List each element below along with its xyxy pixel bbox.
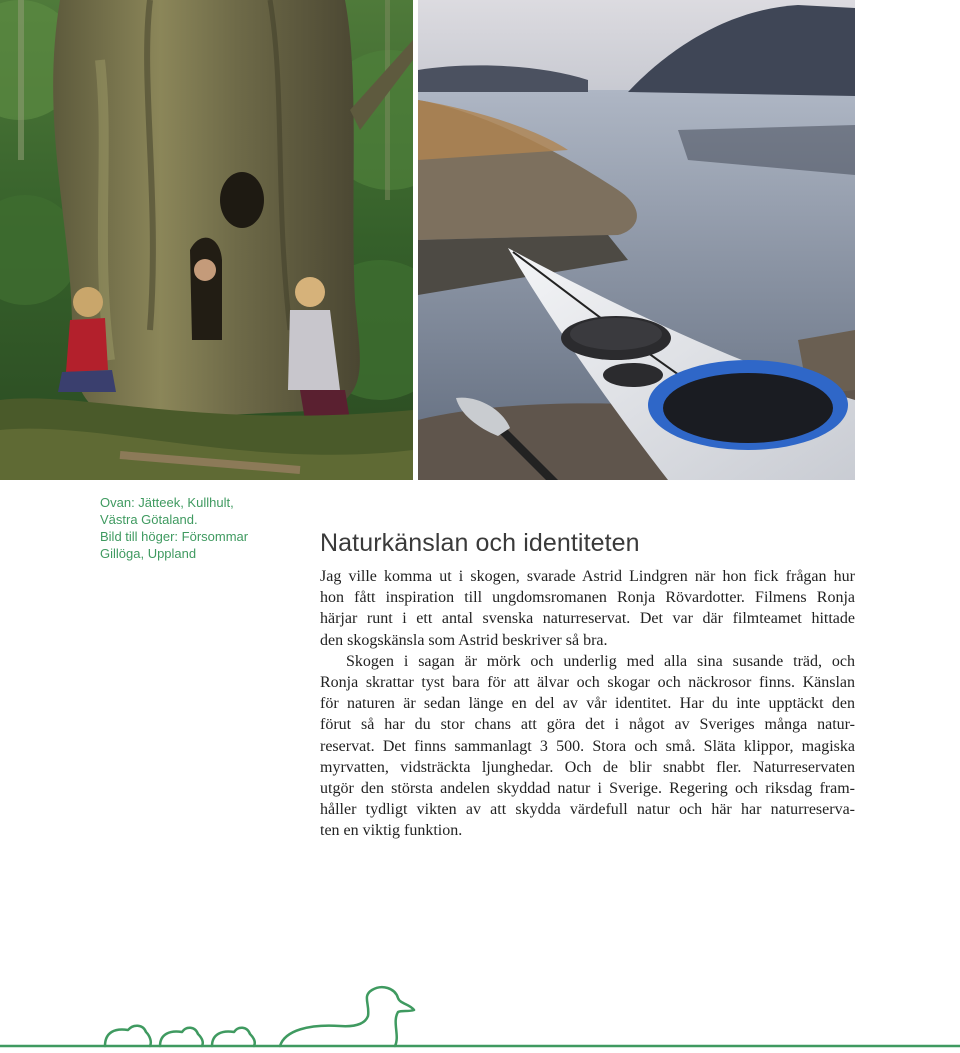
body-line: härjar runt i ett antal svenska naturreservat. Det var där filmteamet hittade (320, 610, 855, 628)
kayak-archipelago-image (418, 0, 855, 480)
duck-family-footer-icon (0, 980, 960, 1053)
body-line: myrvatten, vidsträckta ljunghedar. Och de blir snabbt fler. Naturreservaten (320, 758, 855, 776)
body-line: Ronja skrattar tyst bara för att älvar och skogar och näckrosor finns. Känslan (320, 674, 855, 692)
body-line: förut så har du stor chans att göra det i något av Sveriges många natur- (320, 716, 855, 734)
caption-line: Ovan: Jätteek, Kullhult, (100, 495, 234, 510)
caption-line: Bild till höger: Försommar (100, 529, 249, 544)
body-line: håller tydligt vikten av att skydda värdefull natur och här har naturreserva- (320, 801, 855, 819)
oak-forest-image (0, 0, 413, 480)
body-line: hon fått inspiration till ungdomsromanen Ronja Rövardotter. Filmens Ronja (320, 589, 855, 607)
caption-line: Gillöga, Uppland (100, 546, 197, 561)
body-line: Skogen i sagan är mörk och underlig med alla sina susande träd, och (346, 652, 855, 670)
body-line: den skogskänsla som Astrid beskriver så bra. (320, 631, 608, 649)
body-line: för naturen är sedan länge en del av vår identitet. Har du inte upptäckt den (320, 695, 855, 713)
body-line: utgör den största andelen skyddad natur i Sverige. Regering och riksdag fram- (320, 780, 855, 798)
photo-giant-oak (0, 0, 413, 480)
article-body (320, 566, 855, 842)
body-line: reservat. Det finns sammanlagt 3 500. Stora och små. Släta klippor, magiska (320, 737, 855, 755)
body-line: Jag ville komma ut i skogen, svarade Astrid Lindgren när hon fick frågan hur (320, 568, 855, 585)
photo-caption (100, 494, 300, 562)
photo-kayak (418, 0, 855, 480)
body-line: ten en viktig funktion. (320, 822, 463, 840)
article-heading: Naturkänslan och identiteten (320, 529, 640, 557)
caption-line: Västra Götaland. (100, 512, 198, 527)
